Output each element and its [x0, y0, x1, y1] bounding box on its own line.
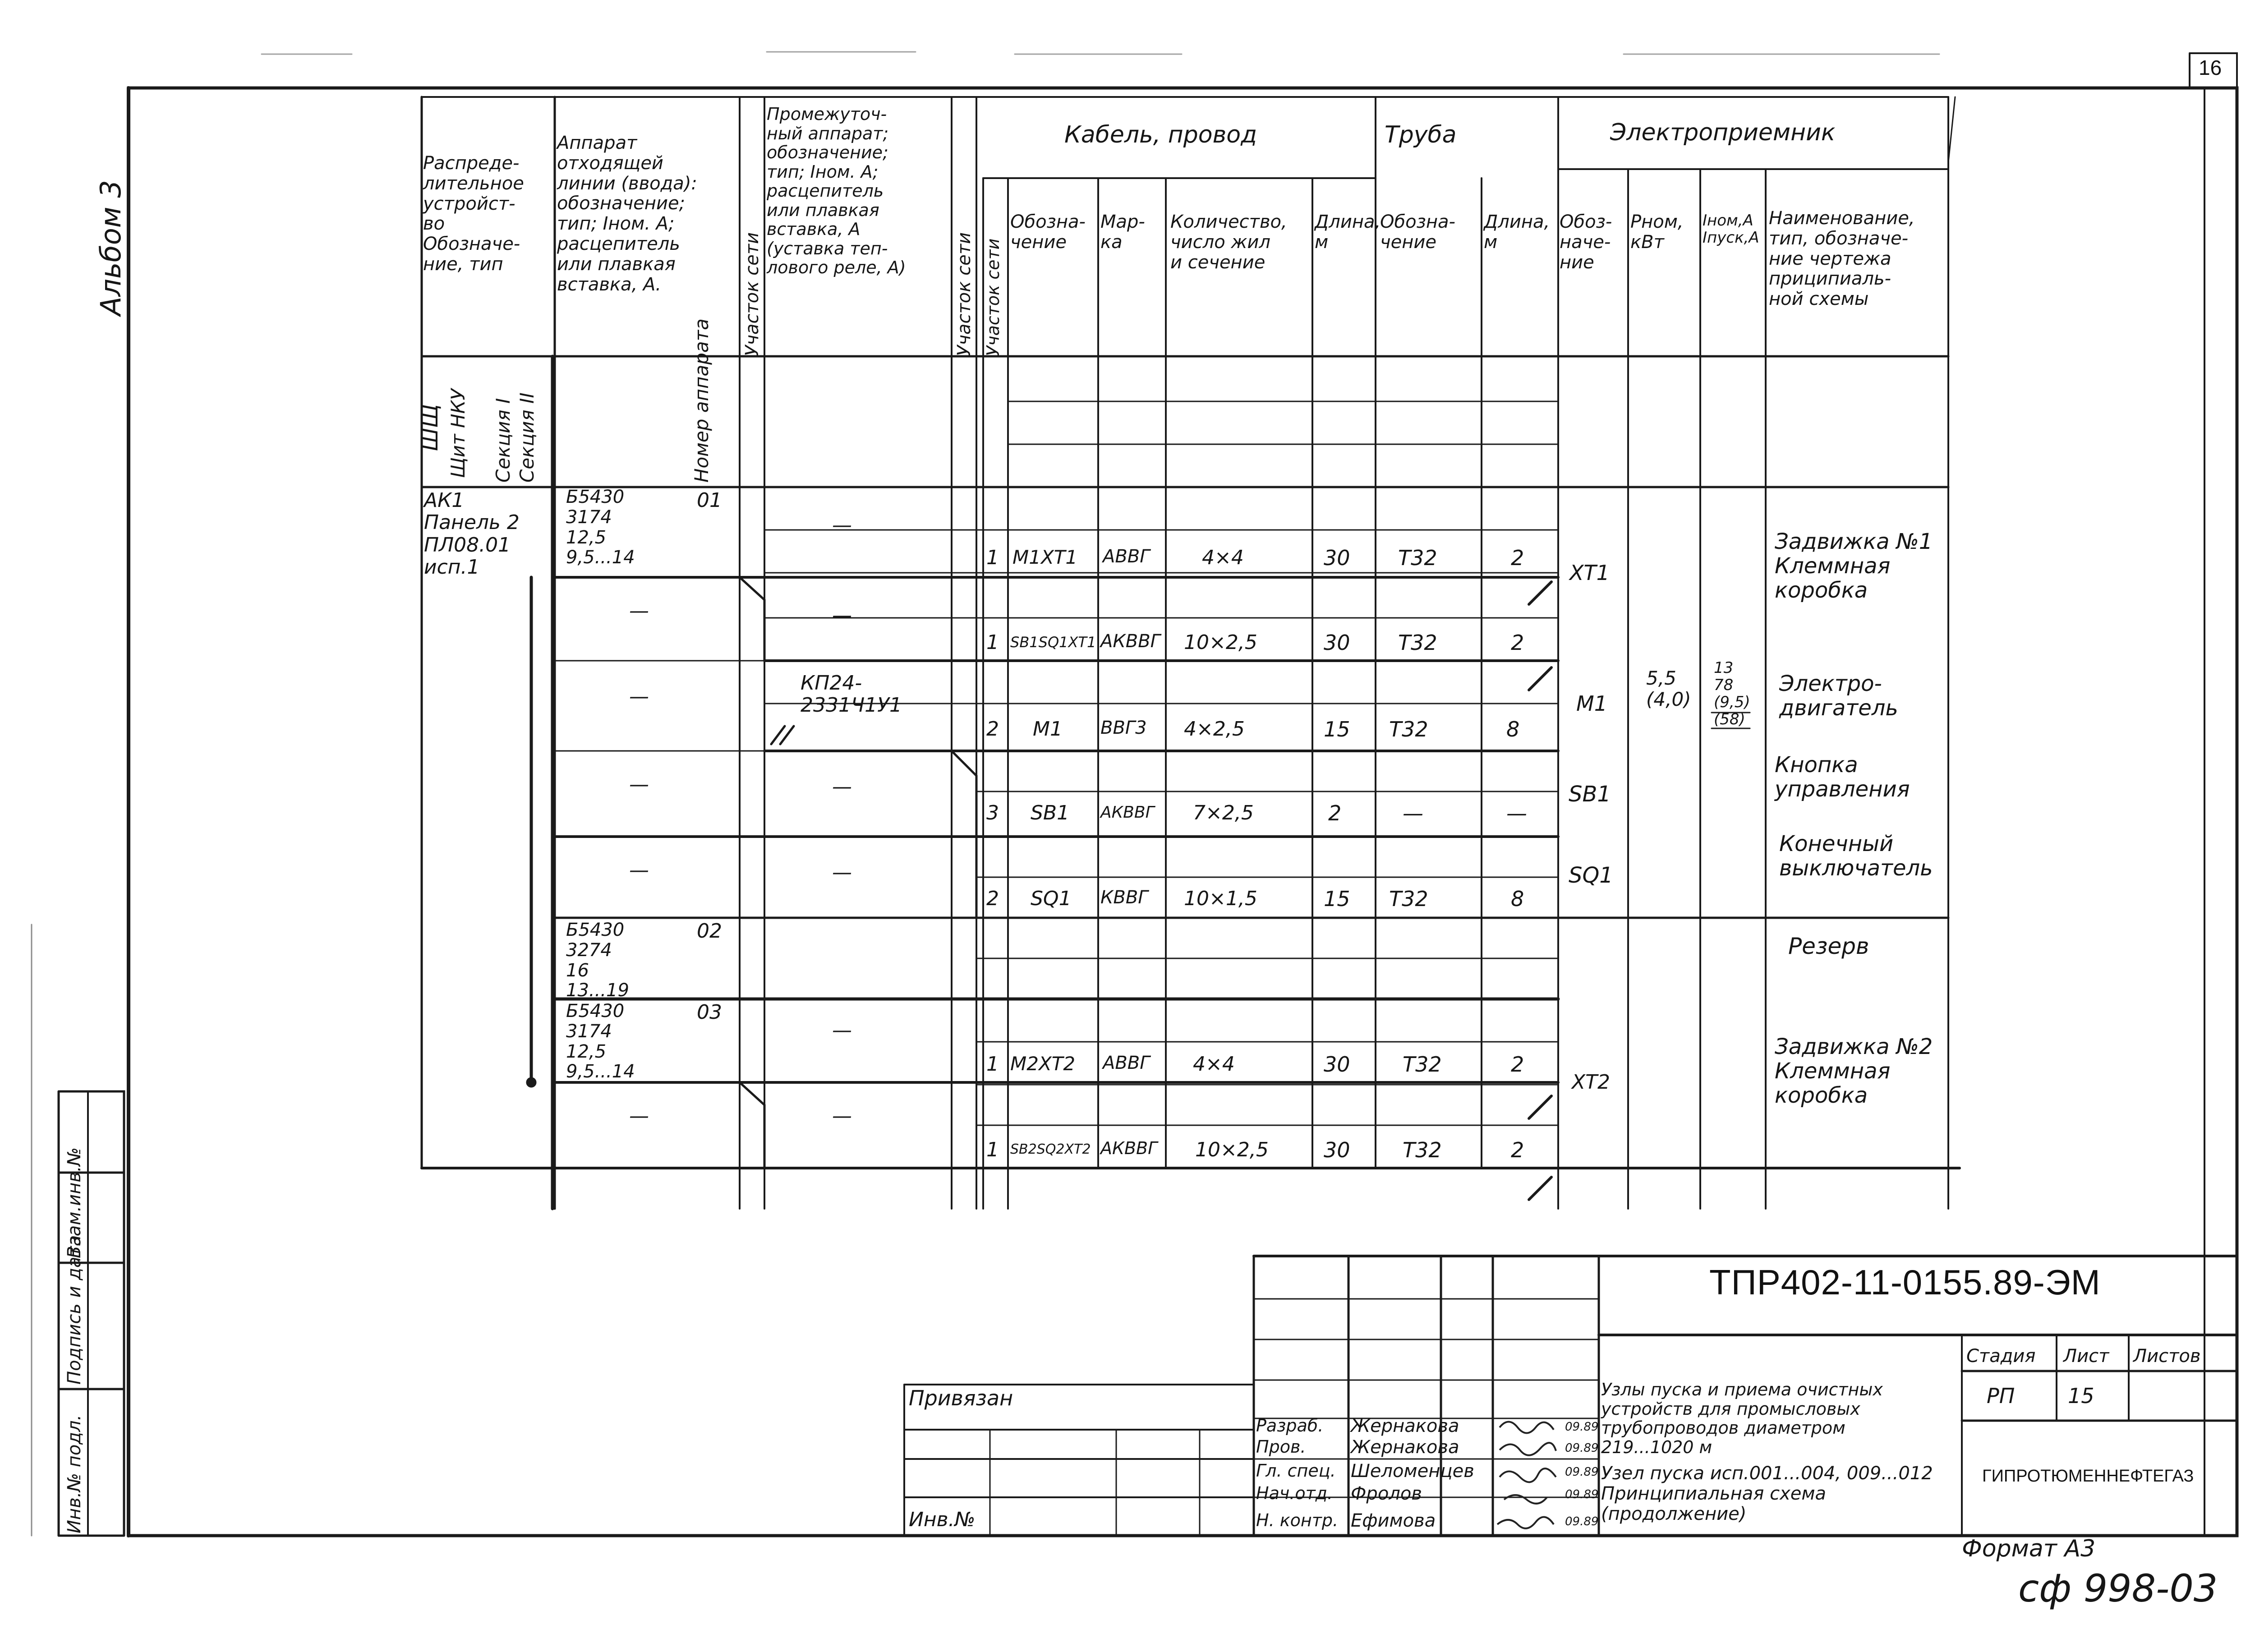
- dash: —: [629, 685, 649, 708]
- header-cable-designation: Обозна- чение: [1010, 212, 1086, 253]
- receiver-name: Конечный выключатель: [1779, 831, 1933, 881]
- row-length: 15: [1324, 717, 1350, 741]
- dash: —: [832, 514, 852, 537]
- header-cable-mark: Мар- ка: [1100, 212, 1145, 253]
- stamp-inventory: Инв.№ подл.: [64, 1414, 85, 1533]
- stamp-signature: Подпись и дата: [64, 1235, 85, 1385]
- row-length: 30: [1324, 1138, 1350, 1162]
- row-mark: АВВГ: [1103, 546, 1150, 567]
- row-section: 1: [986, 546, 999, 569]
- row-pipe-length: —: [1506, 801, 1527, 825]
- receiver-name: Кнопка управления: [1775, 752, 1910, 802]
- row-mark: ВВГ3: [1100, 718, 1147, 738]
- intermediate-device: КП24- 2331Ч1У1: [801, 672, 902, 717]
- date: 09.89: [1565, 1465, 1599, 1479]
- header-pipe-designation: Обозна- чение: [1380, 212, 1455, 253]
- row-length: 15: [1324, 887, 1350, 911]
- header-pipe-length: Длина, м: [1484, 212, 1550, 253]
- row-mark: АВВГ: [1103, 1053, 1150, 1073]
- header-cable-group: Кабель, провод: [1064, 121, 1257, 148]
- document-id: сф 998-03: [2018, 1566, 2218, 1611]
- row-count: 4×2,5: [1184, 718, 1245, 741]
- row-section: 1: [986, 631, 999, 654]
- date: 09.89: [1565, 1515, 1599, 1528]
- subheader-shch: ШЩ: [418, 404, 443, 451]
- row-count: 4×4: [1193, 1053, 1235, 1076]
- row-mark: АКВВГ: [1100, 631, 1160, 652]
- row-section: 2: [986, 718, 999, 741]
- role: Разраб.: [1256, 1416, 1324, 1436]
- row-count: 10×1,5: [1184, 887, 1257, 910]
- receiver-designation: SB1: [1569, 782, 1611, 807]
- header-receiver-current: Iном,А Iпуск,А: [1703, 212, 1759, 247]
- header-receiver-designation: Обоз- наче- ние: [1560, 212, 1612, 273]
- person-name: Шеломенцев: [1351, 1461, 1474, 1482]
- row-pipe-length: 8: [1511, 887, 1524, 911]
- apparatus-3: Б5430 3174 12,5 9,5...14: [566, 1001, 635, 1082]
- person-name: Ефимова: [1351, 1510, 1436, 1531]
- header-receiver-group: Электроприемник: [1610, 119, 1836, 146]
- row-section: 1: [986, 1053, 999, 1076]
- row-mark: АКВВГ: [1100, 1138, 1158, 1158]
- row-pipe: Т32: [1398, 546, 1437, 570]
- header-cable-length: Длина, м: [1315, 212, 1381, 253]
- dash: —: [629, 599, 649, 622]
- sheet-label: Лист: [2063, 1346, 2109, 1367]
- date: 09.89: [1565, 1420, 1599, 1434]
- row-pipe-length: 2: [1511, 1052, 1524, 1077]
- row-designation: М1: [1033, 718, 1063, 741]
- row-designation: SB2SQ2ХТ2: [1010, 1141, 1091, 1157]
- receiver-designation: М1: [1576, 691, 1607, 716]
- row-length: 30: [1324, 630, 1350, 655]
- row-count: 10×2,5: [1184, 631, 1257, 654]
- row-pipe-length: 2: [1511, 630, 1524, 655]
- apparatus-1-number: 01: [697, 489, 722, 512]
- row-designation: SQ1: [1031, 887, 1072, 910]
- row-pipe: Т32: [1389, 887, 1428, 911]
- header-receiver-power: Рном, кВт: [1630, 212, 1684, 253]
- subheader-apparatus-number: Номер аппарата: [690, 318, 713, 483]
- header-pipe-group: Труба: [1385, 121, 1457, 148]
- dash: —: [832, 1019, 852, 1042]
- header-apparatus: Аппарат отходящей линии (ввода): обозначение; тип; Iном. А; расцепитель или плавкая вставка, А.: [557, 133, 697, 295]
- row-pipe-length: 2: [1511, 546, 1524, 570]
- bound-label: Привязан: [909, 1386, 1013, 1410]
- subheader-section-2: Секция II: [516, 392, 538, 483]
- dash: —: [629, 1104, 649, 1127]
- row-section: 2: [986, 887, 999, 910]
- date: 09.89: [1565, 1441, 1599, 1455]
- person-name: Фролов: [1351, 1483, 1422, 1504]
- receiver-power: 5,5 (4,0): [1646, 667, 1691, 711]
- project-description: Узлы пуска и приема очистных устройств для промысловых трубопроводов диаметром 219...1020 м: [1601, 1380, 1883, 1457]
- stamp-replaced: Взам.инв.№: [64, 1147, 85, 1258]
- stage-value: РП: [1987, 1384, 2015, 1408]
- role: Гл. спец.: [1256, 1461, 1336, 1481]
- row-designation: SB1: [1031, 801, 1070, 824]
- organization: ГИПРОТЮМЕННЕФТЕГАЗ: [1982, 1467, 2194, 1486]
- row-pipe-length: 2: [1511, 1138, 1524, 1162]
- apparatus-1: Б5430 3174 12,5 9,5...14: [566, 487, 635, 568]
- row-pipe: —: [1403, 801, 1423, 825]
- row-count: 10×2,5: [1195, 1138, 1269, 1161]
- receiver-name: Резерв: [1788, 933, 1869, 959]
- header-receiver-name: Наименование, тип, обозначе- ние чертежа приципиаль- ной схемы: [1769, 208, 1915, 310]
- header-net-section-2: Участок сети: [954, 232, 975, 356]
- person-name: Жернакова: [1351, 1416, 1459, 1436]
- inventory-label: Инв.№: [909, 1508, 976, 1531]
- role: Н. контр.: [1256, 1510, 1339, 1530]
- row-length: 30: [1324, 1052, 1350, 1077]
- dash: —: [629, 773, 649, 796]
- row-section: 1: [986, 1138, 999, 1161]
- sheet-value: 15: [2068, 1384, 2094, 1408]
- date: 09.89: [1565, 1488, 1599, 1501]
- row-length: 2: [1328, 801, 1342, 825]
- apparatus-2-number: 02: [697, 920, 722, 943]
- album-label: Альбом 3: [94, 180, 127, 316]
- row-designation: SB1SQ1ХТ1: [1010, 634, 1096, 651]
- header-cable-count: Количество, число жил и сечение: [1170, 212, 1287, 273]
- role: Нач.отд.: [1256, 1483, 1333, 1503]
- dash: —: [629, 859, 649, 882]
- apparatus-3-number: 03: [697, 1001, 722, 1024]
- dash: —: [832, 1104, 852, 1127]
- header-net-section: Участок сети: [742, 232, 763, 356]
- header-net-section-3: Участок сети: [983, 238, 1003, 356]
- person-name: Жернакова: [1351, 1437, 1459, 1458]
- row-length: 30: [1324, 546, 1350, 570]
- subheader-nku: Щит НКУ: [447, 388, 469, 478]
- document-code: ТПР402-11-0155.89-ЭМ: [1709, 1262, 2101, 1302]
- signatures: [1495, 1414, 1597, 1533]
- receiver-designation: ХТ1: [1569, 561, 1610, 585]
- row-mark: КВВГ: [1100, 887, 1148, 908]
- header-distribution-device: Распреде- лительное устройст- во Обозначе- ние, тип: [423, 153, 524, 275]
- row-pipe: Т32: [1403, 1052, 1442, 1077]
- row-section: 3: [986, 801, 999, 824]
- row-designation: М1ХТ1: [1012, 546, 1078, 568]
- row-pipe: Т32: [1403, 1138, 1442, 1162]
- header-intermediate-apparatus: Промежуточ- ный аппарат; обозначение; тип; Iном. А; расцепитель или плавкая вставка, А (уставка теп- лового реле, А): [767, 104, 906, 278]
- row-pipe: Т32: [1398, 630, 1437, 655]
- apparatus-2: Б5430 3274 16 13...19: [566, 920, 629, 1001]
- row-count: 7×2,5: [1193, 801, 1254, 824]
- row-mark: АКВВГ: [1100, 803, 1155, 822]
- row-pipe-length: 8: [1506, 717, 1520, 741]
- row-count: 4×4: [1202, 546, 1244, 569]
- row-designation: М2ХТ2: [1010, 1053, 1076, 1075]
- dash: —: [832, 775, 852, 798]
- receiver-name: Задвижка №1 Клеммная коробка: [1775, 529, 1933, 603]
- dash: —: [832, 861, 852, 884]
- stage-label: Стадия: [1966, 1346, 2036, 1367]
- sheet-number: 16: [2199, 56, 2222, 79]
- receiver-current: 13 78 (9,5) (58): [1714, 659, 1750, 729]
- receiver-name: Задвижка №2 Клеммная коробка: [1775, 1034, 1933, 1108]
- format-label: Формат А3: [1962, 1535, 2096, 1562]
- role: Пров.: [1256, 1437, 1306, 1457]
- sheet-description: Узел пуска исп.001...004, 009...012 Принципиальная схема (продолжение): [1601, 1463, 1933, 1524]
- receiver-name: Электро- двигатель: [1779, 671, 1898, 721]
- row-pipe: Т32: [1389, 717, 1428, 741]
- dash: —: [832, 604, 852, 627]
- sheets-label: Листов: [2133, 1346, 2201, 1367]
- receiver-designation: ХТ2: [1572, 1071, 1611, 1094]
- distribution-device-value: АК1 Панель 2 ПЛ08.01 исп.1: [424, 489, 520, 579]
- subheader-section-1: Секция I: [492, 398, 514, 483]
- receiver-designation: SQ1: [1569, 863, 1613, 888]
